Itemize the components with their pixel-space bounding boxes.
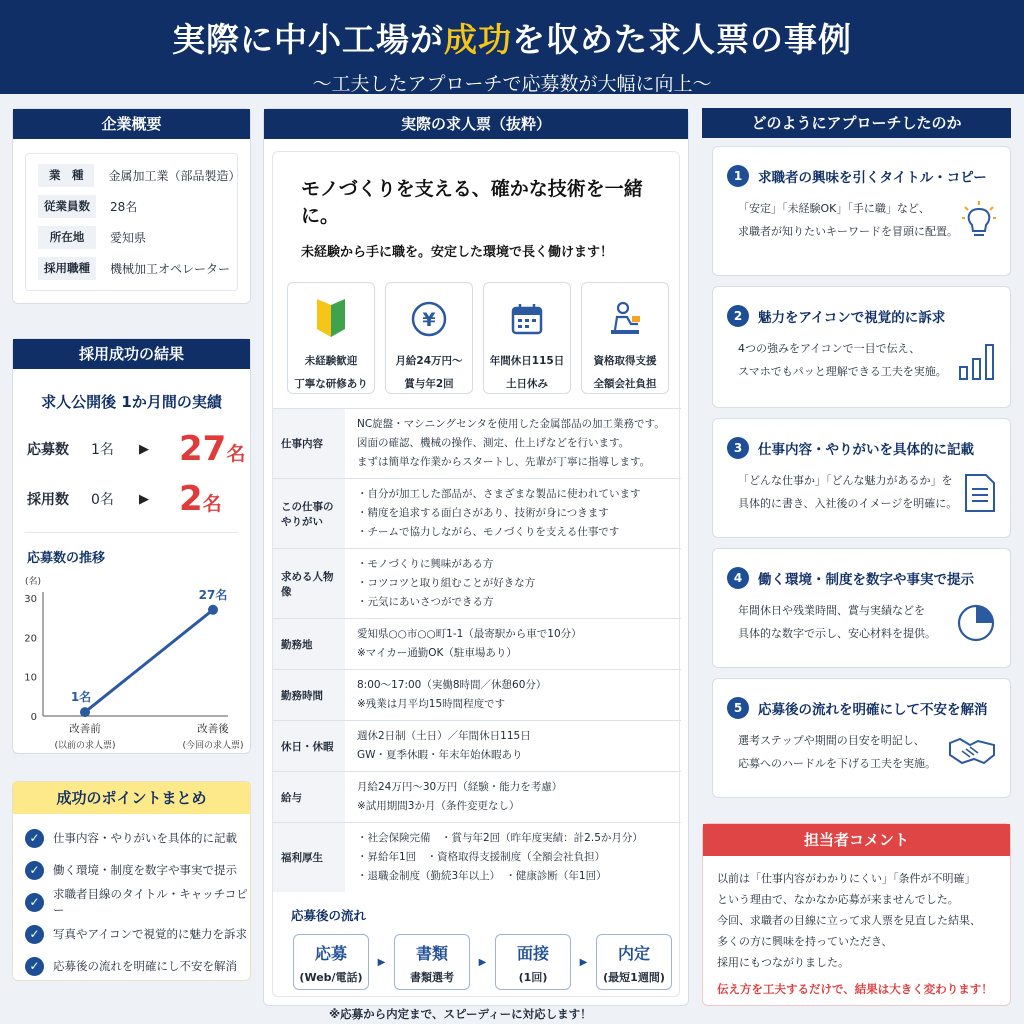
arrow-right-icon: ▶ <box>377 956 386 968</box>
data-label: 1名 <box>70 690 92 705</box>
job-detail-line: ・退職金制度（勤続3年以上） ・健康診断（年1回） <box>357 870 607 882</box>
yen-icon <box>410 300 448 338</box>
feature-badge: 資格取得支援 全額会社負担 <box>581 282 669 394</box>
job-detail-line: ・コツコツと取り組むことが好きな方 <box>357 577 536 589</box>
arrow-right-icon: ▶ <box>579 956 588 968</box>
job-detail-label: 勤務時間 <box>273 670 345 721</box>
job-detail-line: 図面の確認、機械の操作、測定、仕上げなどを行います。 <box>357 437 630 449</box>
result-row-applicants: 応募数 1名 ▶ 27名 <box>27 429 246 469</box>
feature-badge: 年間休日115日 土日休み <box>483 282 571 394</box>
feature-badge: ¥ 月給24万円〜 賞与年2回 <box>385 282 473 394</box>
job-detail-value <box>345 479 681 549</box>
approach-step: 4 働く環境・制度を数字や事実で提示 年間休日や残業時間、賞与実績などを 具体的な数字で示し、安心材料を提供。 <box>712 548 1011 668</box>
y-tick-label: 20 <box>24 633 37 645</box>
job-detail-line: 月給24万円〜30万円（経験・能力を考慮） <box>357 781 563 793</box>
job-detail-label: 休日・休暇 <box>273 721 345 772</box>
y-axis-unit: (名) <box>25 577 42 587</box>
job-subline: 未経験から手に職を。安定した環境で長く働けます！ <box>301 245 614 260</box>
job-detail-row <box>273 479 681 549</box>
x-tick-label: 改善後 <box>197 723 229 735</box>
y-tick-label: 10 <box>24 672 37 684</box>
job-detail-line: ・精度を追求する面白さがあり、技術が身につきます <box>357 507 609 519</box>
job-detail-line: ・元気にあいさつができる方 <box>357 596 494 608</box>
job-detail-line: 愛知県○○市○○町1-1（最寄駅から車で10分） <box>357 628 582 640</box>
applicants-line-chart <box>13 568 250 758</box>
check-icon: ✓ <box>25 925 44 944</box>
job-detail-line: ・モノづくりに興味がある方 <box>357 558 494 570</box>
result-row-hires: 採用数 0名 ▶ 2名 <box>27 479 222 519</box>
job-detail-row <box>273 409 681 479</box>
approach-step: 3 仕事内容・やりがいを具体的に記載 「どんな仕事か」「どんな魅力があるか」を 具体的に書き、入社後のイメージを明確に。 <box>712 418 1011 538</box>
x-tick-label: 改善前 <box>69 723 101 735</box>
flow-note: ※応募から内定まで、スピーディーに対応します！ <box>329 1007 592 1021</box>
job-detail-value <box>345 409 681 479</box>
job-detail-value <box>345 772 681 823</box>
job-detail-line: NC旋盤・マシニングセンタを使用した金属部品の加工業務です。 <box>357 418 665 430</box>
comment-emphasis: 伝え方を工夫するだけで、結果は大きく変わります！ <box>717 982 993 996</box>
company-row: 所在地 愛知県 <box>38 222 237 253</box>
company-card <box>12 108 251 304</box>
flow-step: 面接 (1回) <box>495 934 571 990</box>
interview-icon: 面接 <box>516 944 549 963</box>
flow-title: 応募後の流れ <box>291 908 367 923</box>
job-detail-row <box>273 772 681 823</box>
summary-card <box>12 781 251 981</box>
feature-badges <box>287 282 679 394</box>
feature-badge: 未経験歓迎 丁寧な研修あり <box>287 282 375 394</box>
job-detail-value <box>345 619 681 670</box>
job-detail-line: ・チームで協力しながら、モノづくりを支える仕事です <box>357 526 620 538</box>
document-screening-icon: 書類 <box>415 944 448 963</box>
job-detail-row <box>273 823 681 893</box>
job-detail-line: ・自分が加工した部品が、さまざまな製品に使われています <box>357 488 641 500</box>
x-tick-sublabel: (以前の求人票) <box>54 741 116 751</box>
data-point <box>208 605 218 615</box>
job-detail-value <box>345 670 681 721</box>
check-icon: ✓ <box>25 957 44 976</box>
job-detail-line: GW・夏季休暇・年末年始休暇あり <box>357 749 523 761</box>
job-detail-line: まずは簡単な作業からスタートし、先輩が丁寧に指導します。 <box>357 456 651 468</box>
handshake-icon <box>948 733 996 769</box>
chart-title: 応募数の推移 <box>27 551 106 566</box>
job-detail-line: 8:00〜17:00（実働8時間／休憩60分） <box>357 679 547 691</box>
apply-icon: 応募 <box>314 944 347 963</box>
check-icon: ✓ <box>25 861 44 880</box>
job-headline: モノづくりを支える、確かな技術を一緒に。 <box>301 178 643 227</box>
job-detail-row <box>273 619 681 670</box>
flow-step: 応募 (Web/電話) <box>293 934 369 990</box>
job-detail-label: 仕事内容 <box>273 409 345 479</box>
data-point <box>80 707 90 717</box>
job-details-table <box>273 408 681 892</box>
results-card <box>12 338 251 754</box>
y-tick-label: 30 <box>24 594 37 605</box>
job-detail-value <box>345 823 681 893</box>
pie-chart-icon <box>956 603 996 643</box>
job-detail-line: ※マイカー通勤OK（駐車場あり） <box>357 647 517 659</box>
summary-item: ✓ 写真やアイコンで視覚的に魅力を訴求 <box>25 918 250 950</box>
approach-step: 2 魅力をアイコンで視覚的に訴求 4つの強みをアイコンで一目で伝え、 スマホでもパッと理解できる工夫を実施。 <box>712 286 1011 408</box>
job-detail-value <box>345 549 681 619</box>
approach-step: 1 求職者の興味を引くタイトル・コピー 「安定」「未経験OK」「手に職」など、 求職者が知りたいキーワードを冒頭に配置。 <box>712 146 1011 276</box>
job-posting-title: 実際の求人票（抜粋） <box>264 109 688 139</box>
page-title: 実際に中小工場が成功を収めた求人票の事例 <box>172 20 852 59</box>
job-detail-row <box>273 549 681 619</box>
arrow-right-icon: ▶ <box>478 956 487 968</box>
job-detail-label: 給与 <box>273 772 345 823</box>
svg-text:¥: ¥ <box>422 309 436 331</box>
check-icon: ✓ <box>25 829 44 848</box>
comment-body: 以前は「仕事内容がわかりにくい」「条件が不明確」 という理由で、なかなか応募が来ませんでした。 今回、求職者の目線に立って求人票を見直した結果、 多くの方に興味を持っていただき、 採用にもつながりました。 <box>717 872 981 969</box>
company-title: 企業概要 <box>13 109 250 139</box>
results-title: 採用成功の結果 <box>13 339 250 369</box>
certificate-icon <box>606 300 644 338</box>
comment-title: 担当者コメント <box>703 824 1010 856</box>
arrow-right-icon: ▶ <box>139 441 149 457</box>
y-tick-label: 0 <box>30 712 37 723</box>
x-tick-sublabel: (今回の求人票) <box>182 741 244 751</box>
data-label: 27名 <box>198 587 228 602</box>
offer-icon: 内定 <box>617 944 650 963</box>
job-detail-label: 勤務地 <box>273 619 345 670</box>
company-row: 従業員数 28名 <box>38 191 237 222</box>
job-detail-row <box>273 721 681 772</box>
job-detail-label: この仕事の やりがい <box>273 479 345 549</box>
summary-item: ✓ 働く環境・制度を数字や事実で提示 <box>25 854 250 886</box>
flow-step: 書類 書類選考 <box>394 934 470 990</box>
job-detail-line: 週休2日制（土日）／年間休日115日 <box>357 730 531 742</box>
calendar-icon <box>509 301 545 337</box>
summary-item: ✓ 仕事内容・やりがいを具体的に記載 <box>25 822 250 854</box>
approach-header: どのようにアプローチしたのか <box>702 108 1011 138</box>
comment-card <box>702 823 1011 1006</box>
bar-chart-icon <box>958 341 996 381</box>
job-detail-line: ※試用期間3か月（条件変更なし） <box>357 800 520 812</box>
job-detail-line: ・昇給年1回 ・資格取得支援制度（全額会社負担） <box>357 851 606 863</box>
summary-item: ✓ 求職者目線のタイトル・キャッチコピー <box>25 886 250 918</box>
check-icon: ✓ <box>25 893 44 912</box>
job-detail-line: ・社会保険完備 ・賞与年2回（昨年度実績：計2.5か月分） <box>357 832 643 844</box>
job-posting-card <box>263 108 689 1021</box>
summary-item: ✓ 応募後の流れを明確にし不安を解消 <box>25 950 250 982</box>
company-row: 業 種 金属加工業（部品製造） <box>38 160 237 191</box>
page-subtitle: 〜工夫したアプローチで応募数が大幅に向上〜 <box>312 73 712 95</box>
document-icon <box>964 473 996 513</box>
results-heading: 求人公開後 1か月間の実績 <box>41 393 222 411</box>
job-detail-label: 求める人物 像 <box>273 549 345 619</box>
beginner-mark-icon <box>314 299 348 339</box>
flow-step: 内定 (最短1週間) <box>596 934 672 990</box>
job-detail-label: 福利厚生 <box>273 823 345 893</box>
arrow-right-icon: ▶ <box>139 491 149 507</box>
job-detail-value <box>345 721 681 772</box>
lightbulb-icon <box>962 201 996 241</box>
page-header <box>0 0 1024 94</box>
application-flow <box>293 934 679 990</box>
job-detail-line: ※残業は月平均15時間程度です <box>357 698 506 710</box>
summary-title: 成功のポイントまとめ <box>13 782 250 814</box>
job-detail-row <box>273 670 681 721</box>
series-line <box>85 610 213 712</box>
company-row: 採用職種 機械加工オペレーター <box>38 253 237 284</box>
approach-step: 5 応募後の流れを明確にして不安を解消 選考ステップや期間の目安を明記し、 応募へのハードルを下げる工夫を実施。 <box>712 678 1011 798</box>
